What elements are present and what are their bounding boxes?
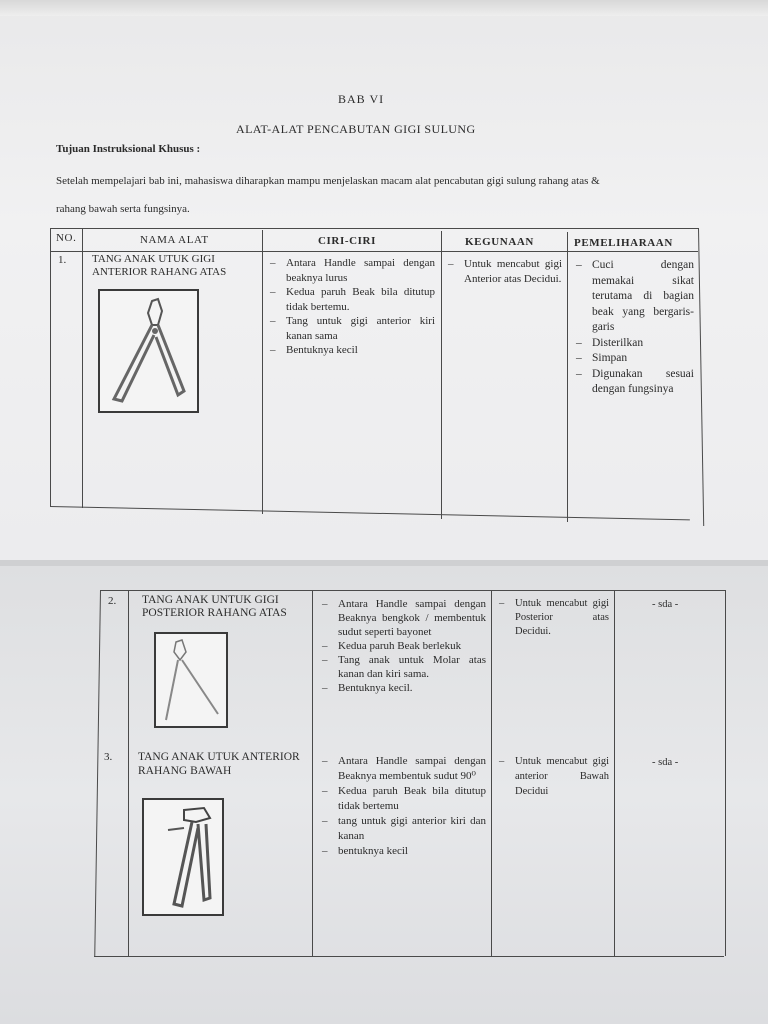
feature-item: – Tang anak untuk Molar atas kanan dan kiri sama. (320, 653, 486, 681)
usage-text: – Untuk mencabut gigi anterior Bawah Decidui (497, 754, 609, 799)
feature-item: – Kedua paruh Beak bila ditutup tidak bertemu. (268, 285, 435, 314)
row-3-maintenance: - sda - (652, 757, 679, 768)
row-1-number: 1. (58, 254, 67, 266)
forceps-anterior-upper-icon (100, 291, 197, 411)
row-2-tool-name: TANG ANAK UNTUK GIGI POSTERIOR RAHANG ATAS (142, 594, 287, 619)
row-1-forceps-illustration (98, 289, 199, 413)
chapter-title: ALAT-ALAT PENCABUTAN GIGI SULUNG (236, 122, 476, 136)
feature-item: – Kedua paruh Beak bila ditutup tidak bertemu (320, 784, 486, 814)
feature-item: – Kedua paruh Beak berlekuk (320, 639, 486, 653)
row-1-features (268, 256, 435, 358)
objective-text-line-1: Setelah mempelajari bab ini, mahasiswa diharapkan mampu menjelaskan macam alat pencabutan gigi sulung rahang atas & (56, 175, 600, 187)
feature-item: – bentuknya kecil (320, 844, 486, 859)
column-header-no: NO. (56, 232, 77, 244)
feature-item: – Tang untuk gigi anterior kiri kanan sama (268, 314, 435, 343)
row-1-maintenance (574, 258, 694, 398)
row-3-number: 3. (104, 751, 113, 763)
row-2-forceps-illustration (154, 632, 228, 728)
row-2-features (320, 597, 486, 695)
objective-text-line-2: rahang bawah serta fungsinya. (56, 203, 190, 215)
column-header-features: CIRI-CIRI (318, 235, 376, 247)
row-2-number: 2. (108, 595, 117, 607)
feature-item: – Antara Handle sampai dengan Beaknya bengkok / membentuk sudut seperti bayonet (320, 597, 486, 639)
page-edge (0, 0, 768, 16)
column-header-usage: KEGUNAAN (465, 236, 534, 248)
feature-item: – Antara Handle sampai dengan Beaknya membentuk sudut 90⁰ (320, 754, 486, 784)
feature-item: – tang untuk gigi anterior kiri dan kanan (320, 814, 486, 844)
row-2-maintenance: - sda - (652, 599, 679, 610)
objective-label: Tujuan Instruksional Khusus : (56, 143, 201, 155)
feature-item: – Bentuknya kecil (268, 343, 435, 358)
usage-text: – Untuk mencabut gigi Posterior atas Decidui. (497, 597, 609, 639)
row-1-tool-name: TANG ANAK UTUK GIGI ANTERIOR RAHANG ATAS (92, 253, 227, 278)
forceps-posterior-upper-icon (156, 634, 226, 726)
maintenance-item: – Cuci dengan memakai sikat terutama di bagian beak yang bergaris-garis (574, 258, 694, 336)
row-1-usage (446, 257, 562, 286)
chapter-heading: BAB VI (338, 92, 385, 106)
column-header-name: NAMA ALAT (140, 234, 209, 246)
feature-item: – Antara Handle sampai dengan beaknya lurus (268, 256, 435, 285)
maintenance-item: – Digunakan sesuai dengan fungsinya (574, 367, 694, 398)
row-3-tool-name: TANG ANAK UTUK ANTERIOR RAHANG BAWAH (138, 751, 300, 777)
maintenance-item: – Disterilkan (574, 336, 694, 352)
maintenance-item: – Simpan (574, 351, 694, 367)
usage-text: – Untuk mencabut gigi Anterior atas Decidui. (446, 257, 562, 286)
page-2 (0, 566, 768, 1024)
row-3-features (320, 754, 486, 859)
feature-item: – Bentuknya kecil. (320, 681, 486, 695)
row-3-usage (497, 754, 609, 799)
forceps-anterior-lower-icon (144, 800, 222, 914)
row-3-forceps-illustration (142, 798, 224, 916)
row-2-usage (497, 597, 609, 639)
column-header-maintenance: PEMELIHARAAN (574, 237, 673, 249)
